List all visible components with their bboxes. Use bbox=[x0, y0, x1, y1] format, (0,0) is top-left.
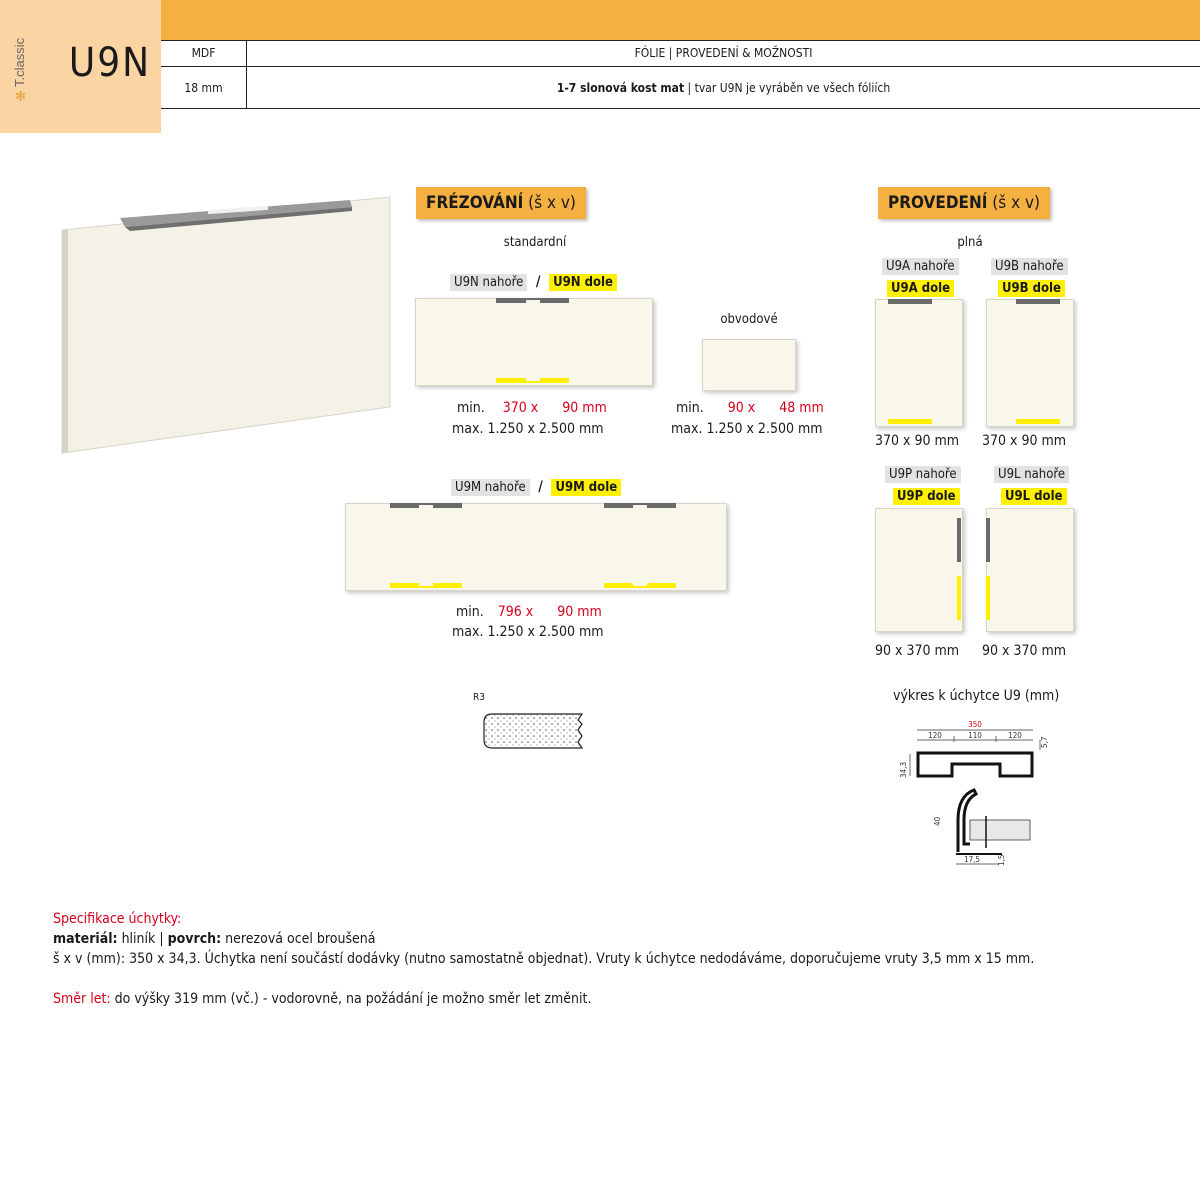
u9a-bottom-handle bbox=[888, 419, 932, 424]
u9p-bottom-label: U9P dole bbox=[893, 488, 960, 505]
plna-label: plná bbox=[957, 235, 983, 250]
col-mdf-head: MDF bbox=[191, 46, 216, 60]
handle-technical-drawing bbox=[890, 716, 1060, 886]
obvodove-max-dims: max. 1.250 x 2.500 mm bbox=[671, 421, 823, 437]
dim-17-5: 17,5 bbox=[963, 855, 981, 864]
u9a-dims: 370 x 90 mm bbox=[875, 433, 960, 449]
u9b-panel bbox=[986, 299, 1074, 427]
u9n-variant-labels bbox=[450, 271, 617, 290]
u9l-side-handle-bottom bbox=[986, 576, 990, 620]
u9n-max-dims: max. 1.250 x 2.500 mm bbox=[452, 421, 604, 437]
door-product-image bbox=[50, 185, 400, 460]
col-foil-value: 1-7 slonová kost mat | tvar U9N je vyráběn ve všech fóliích bbox=[556, 81, 891, 95]
u9l-top-label: U9L nahoře bbox=[994, 466, 1069, 483]
obvodove-min-dims: min. 90 x 48 mm bbox=[676, 400, 824, 416]
header-bar bbox=[160, 0, 1200, 40]
size-line: š x v (mm): 350 x 34,3. Úchytka není součástí dodávky (nutno samostatně objednat). Vruty k úchytce nedodáváme, doporučujeme vruty 3,5 mm x 15 mm. bbox=[53, 951, 1035, 967]
u9p-dims: 90 x 370 mm bbox=[875, 643, 960, 659]
col-mdf-value: 18 mm bbox=[184, 81, 223, 95]
u9n-min-dims: min. 370 x 90 mm bbox=[457, 400, 607, 416]
handle-specification bbox=[53, 909, 1153, 1009]
u9n-panel bbox=[415, 298, 653, 386]
u9m-max-dims: max. 1.250 x 2.500 mm bbox=[452, 624, 604, 640]
dim-110: 110 bbox=[968, 731, 982, 740]
u9p-top-label: U9P nahoře bbox=[885, 466, 961, 483]
u9p-side-handle-top bbox=[957, 518, 961, 562]
u9a-bottom-label: U9A dole bbox=[887, 280, 954, 297]
provedeni-title: PROVEDENÍ (š x v) bbox=[878, 187, 1050, 219]
dim-120-right: 120 bbox=[1008, 731, 1022, 740]
u9b-dims: 370 x 90 mm bbox=[982, 433, 1067, 449]
u9m-top-label: U9M nahoře bbox=[451, 479, 530, 496]
u9m-bottom-label: U9M dole bbox=[551, 479, 621, 496]
handle-notch bbox=[419, 583, 433, 586]
dim-120-left: 120 bbox=[928, 731, 942, 740]
u9b-bottom-label: U9B dole bbox=[998, 280, 1065, 297]
u9b-top-handle bbox=[1016, 299, 1060, 304]
obvodove-label: obvodové bbox=[720, 312, 778, 327]
dim-34-3: 34,3 bbox=[899, 761, 908, 778]
u9m-panel bbox=[345, 503, 727, 591]
u9n-bottom-label: U9N dole bbox=[549, 274, 617, 291]
grain-line: Směr let: do výšky 319 mm (vč.) - vodorovně, na požádání je možno směr let změnit. bbox=[53, 991, 592, 1007]
profile-radius-label: R3 bbox=[473, 692, 485, 703]
u9a-top-handle bbox=[888, 299, 932, 304]
frezovani-title: FRÉZOVÁNÍ (š x v) bbox=[416, 187, 586, 219]
handle-notch bbox=[633, 505, 647, 508]
handle-notch bbox=[633, 583, 647, 586]
slash-separator: / bbox=[538, 479, 543, 495]
material-line: materiál: hliník | povrch: nerezová ocel broušená bbox=[53, 931, 376, 947]
drawing-title: výkres k úchytce U9 (mm) bbox=[893, 688, 1060, 704]
table-line bbox=[161, 40, 1200, 41]
obvodove-panel bbox=[702, 339, 796, 391]
dim-5-7: 5,7 bbox=[1040, 736, 1049, 748]
u9m-variant-labels bbox=[451, 476, 621, 495]
dim-total: 350 bbox=[968, 720, 982, 729]
table-line bbox=[161, 66, 1200, 67]
u9b-top-label: U9B nahoře bbox=[991, 258, 1068, 275]
edge-profile-drawing bbox=[478, 704, 588, 754]
dim-1-5: 1,5 bbox=[997, 854, 1006, 866]
spec-title: Specifikace úchytky: bbox=[53, 911, 182, 927]
u9a-top-label: U9A nahoře bbox=[882, 258, 959, 275]
u9l-dims: 90 x 370 mm bbox=[982, 643, 1067, 659]
dim-40: 40 bbox=[933, 816, 942, 826]
u9l-panel bbox=[986, 508, 1074, 632]
u9b-bottom-handle bbox=[1016, 419, 1060, 424]
u9l-side-handle-top bbox=[986, 518, 990, 562]
slash-separator: / bbox=[535, 274, 541, 290]
u9p-panel bbox=[875, 508, 963, 632]
table-line bbox=[161, 108, 1200, 109]
product-code: U9N bbox=[68, 40, 152, 86]
u9n-top-label: U9N nahoře bbox=[450, 274, 527, 291]
handle-notch bbox=[419, 505, 433, 508]
col-foil-head: FÓLIE | PROVEDENÍ & MOŽNOSTI bbox=[634, 46, 813, 60]
handle-notch bbox=[526, 378, 540, 381]
u9p-side-handle-bottom bbox=[957, 576, 961, 620]
u9a-panel bbox=[875, 299, 963, 427]
brand-logo: ✻T.classic bbox=[12, 37, 27, 102]
standard-label: standardní bbox=[503, 235, 567, 250]
u9m-min-dims: min. 796 x 90 mm bbox=[456, 604, 602, 620]
handle-notch bbox=[526, 300, 540, 303]
u9l-bottom-label: U9L dole bbox=[1001, 488, 1067, 505]
